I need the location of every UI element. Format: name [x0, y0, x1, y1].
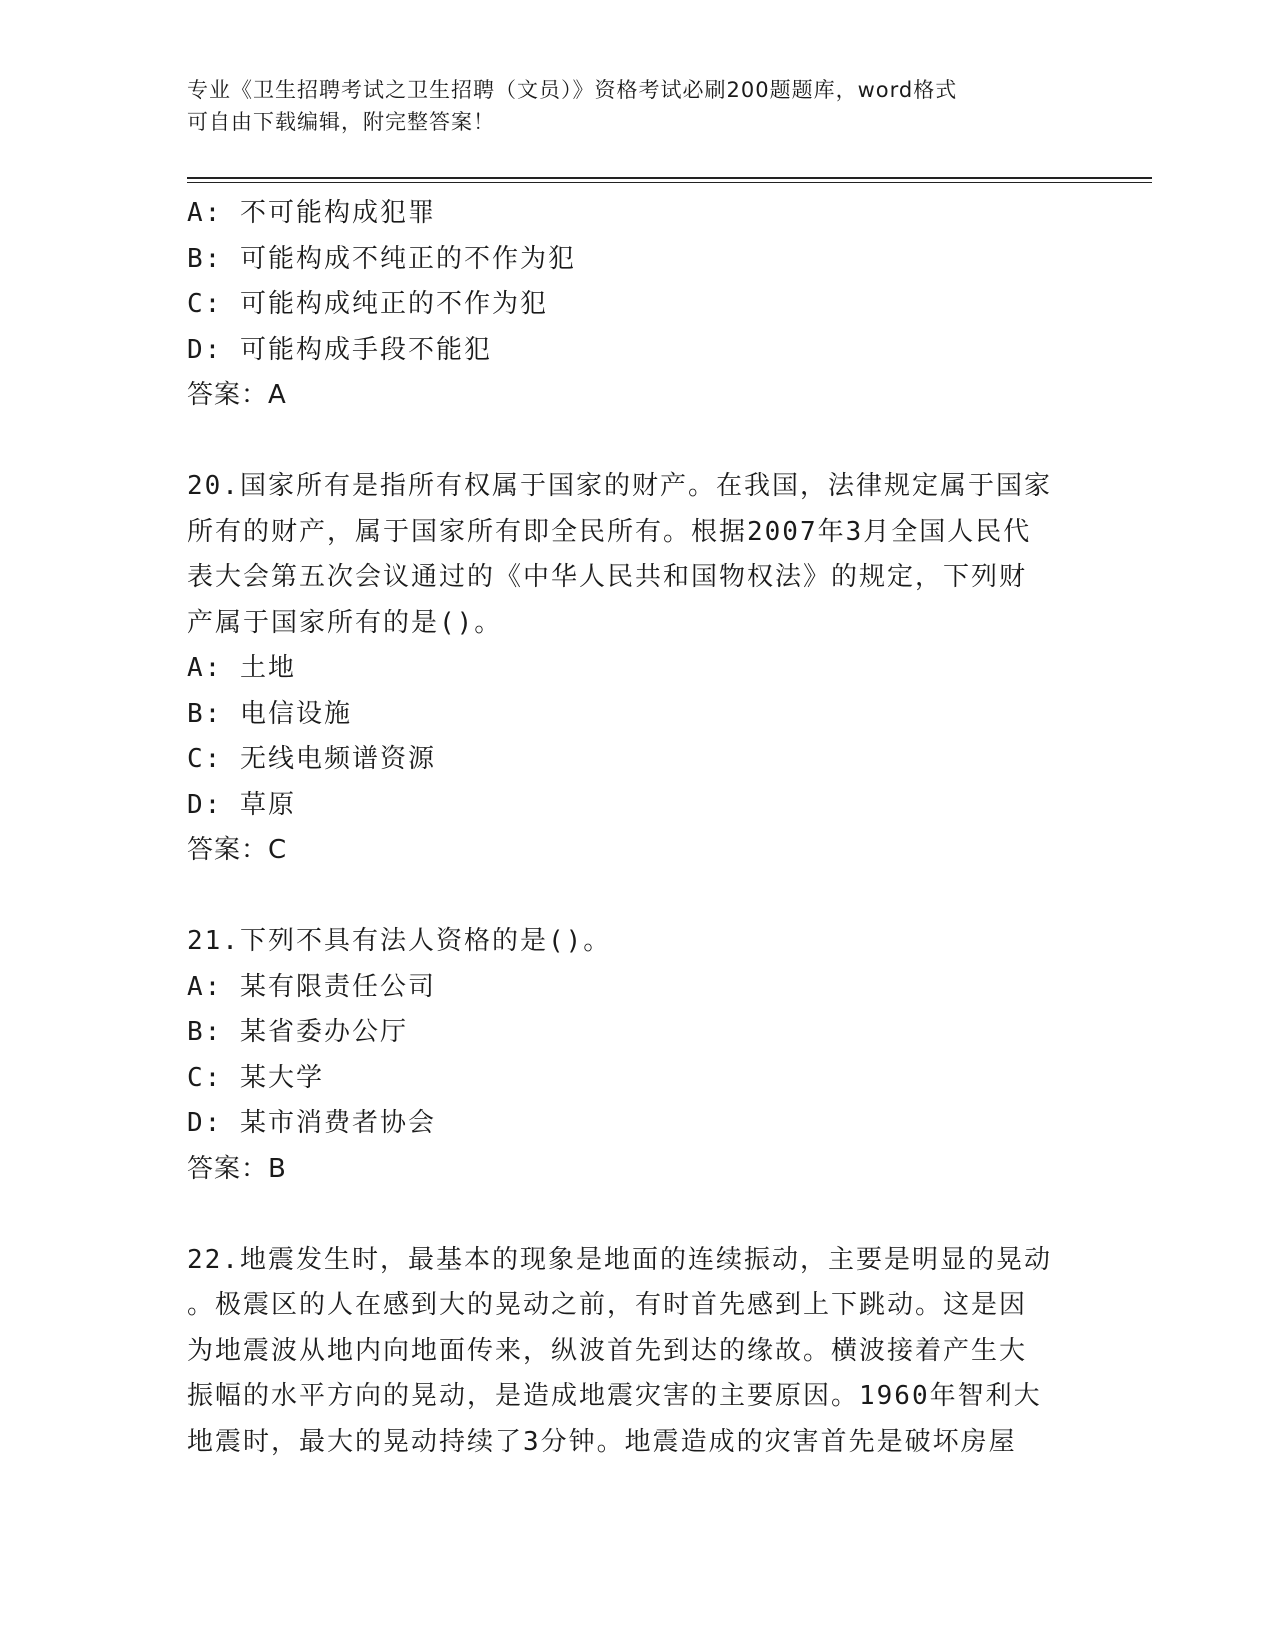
q22-text-line-5: 地震时，最大的晃动持续了3分钟。地震造成的灾害首先是破坏房屋	[187, 1426, 1017, 1457]
q21-option-b: B: 某省委办公厅	[187, 1017, 408, 1047]
document-body	[187, 191, 1087, 1465]
q22-text-line-1: 22.地震发生时，最基本的现象是地面的连续振动，主要是明显的晃动	[187, 1244, 1052, 1275]
q19-answer: 答案：A	[187, 380, 287, 410]
q19-option-a: A: 不可能构成犯罪	[187, 198, 436, 228]
q20-text-line-2: 所有的财产，属于国家所有即全民所有。根据2007年3月全国人民代	[187, 516, 1032, 547]
q21-option-c: C: 某大学	[187, 1062, 324, 1093]
spacer	[187, 874, 1087, 920]
spacer	[187, 419, 1087, 465]
q22-text-line-3: 为地震波从地内向地面传来，纵波首先到达的缘故。横波接着产生大	[187, 1335, 1028, 1366]
q19-option-c: C: 可能构成纯正的不作为犯	[187, 289, 548, 319]
q20-option-d: D: 草原	[187, 789, 296, 820]
q19-option-d: D: 可能构成手段不能犯	[187, 334, 492, 365]
q20-option-c: C: 无线电频谱资源	[187, 744, 436, 774]
q22-text-line-4: 振幅的水平方向的晃动，是造成地震灾害的主要原因。1960年智利大	[187, 1381, 1042, 1411]
header-divider-thick	[187, 177, 1152, 179]
q21-option-a: A: 某有限责任公司	[187, 971, 436, 1002]
q20-option-a: A: 土地	[187, 653, 296, 683]
q21-text-line-1: 21.下列不具有法人资格的是()。	[187, 926, 612, 956]
q20-text-line-3: 表大会第五次会议通过的《中华人民共和国物权法》的规定，下列财	[187, 562, 1028, 592]
q20-text-line-1: 20.国家所有是指所有权属于国家的财产。在我国，法律规定属于国家	[187, 471, 1052, 501]
q21-answer: 答案：B	[187, 1153, 287, 1184]
header-line-2: 可自由下载编辑，附完整答案！	[187, 110, 495, 134]
q22-text-line-2: 。极震区的人在感到大的晃动之前，有时首先感到上下跳动。这是因	[187, 1290, 1028, 1320]
header-line-1: 专业《卫生招聘考试之卫生招聘（文员）》资格考试必刷200题题库，word格式	[187, 78, 958, 102]
q19-option-b: B: 可能构成不纯正的不作为犯	[187, 243, 576, 274]
header-divider-thin	[187, 182, 1152, 183]
spacer	[187, 1192, 1087, 1238]
q21-option-d: D: 某市消费者协会	[187, 1108, 436, 1138]
q20-answer: 答案：C	[187, 835, 288, 865]
document-header	[187, 74, 1067, 138]
q20-text-line-4: 产属于国家所有的是()。	[187, 607, 503, 638]
q20-option-b: B: 电信设施	[187, 698, 352, 729]
